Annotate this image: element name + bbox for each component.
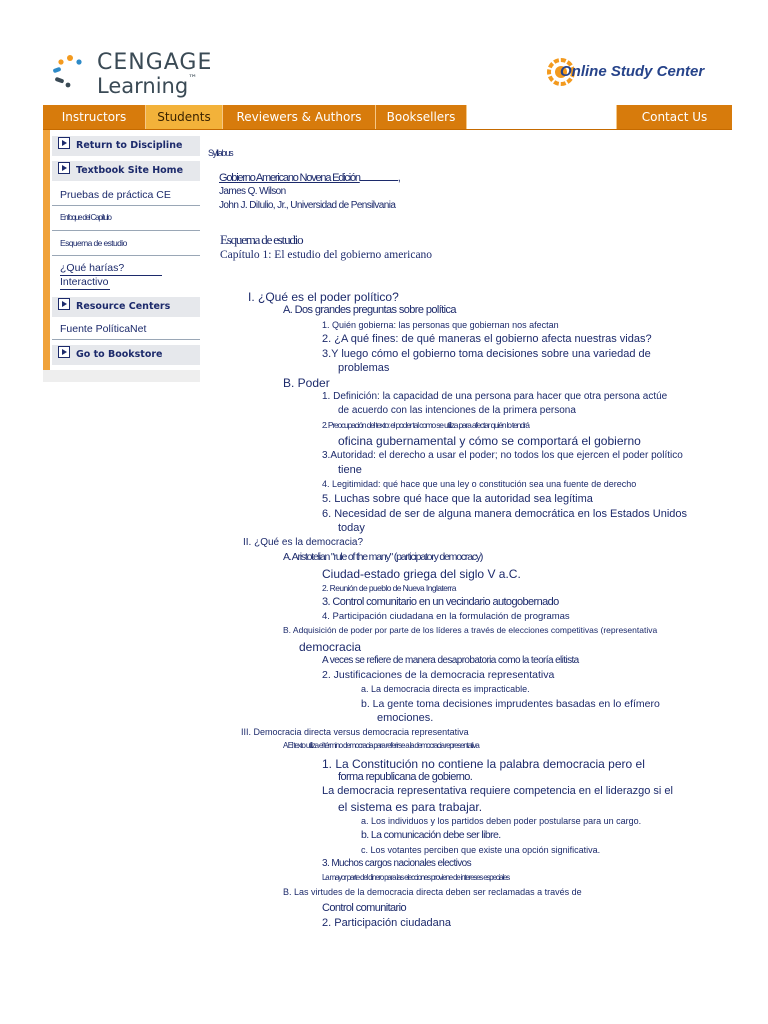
sidebar-item-textbook-site-home[interactable]: Textbook Site Home bbox=[52, 161, 200, 181]
book-title: Gobierno Americano Novena Edición , bbox=[219, 172, 400, 184]
sidebar-item-pruebas[interactable]: Pruebas de práctica CE bbox=[60, 189, 171, 201]
outline-line: A. Dos grandes preguntas sobre política bbox=[283, 304, 456, 316]
outline-line: c. Los votantes perciben que existe una opción significativa. bbox=[361, 845, 601, 855]
outline-line: 3. Muchos cargos nacionales electivos bbox=[322, 858, 472, 869]
outline-line: oficina gubernamental y cómo se comportará el gobierno bbox=[338, 434, 641, 448]
outline-line: 2. Preocupación del texto: el poder tal como se utiliza para afectar quién lo tendrá bbox=[322, 420, 529, 430]
outline-line: de acuerdo con las intenciones de la primera persona bbox=[338, 405, 576, 416]
outline-line: 4. Legitimidad: qué hace que una ley o constitución sea una fuente de derecho bbox=[322, 479, 637, 489]
sidebar-accent bbox=[43, 130, 50, 370]
sidebar-divider bbox=[52, 339, 200, 340]
sidebar-item-return-to-discipline[interactable]: Return to Discipline bbox=[52, 136, 200, 156]
tab-booksellers[interactable]: Booksellers bbox=[386, 110, 456, 124]
outline-line: el sistema es para trabajar. bbox=[338, 800, 483, 814]
outline-line: La mayor parte del dinero para las elecciones proviene de intereses especiales bbox=[322, 873, 510, 882]
sidebar-item-esquema[interactable]: Esquema de estudio bbox=[60, 238, 127, 248]
sidebar-footer bbox=[43, 370, 200, 382]
sidebar-item-fuente-politicanet[interactable]: Fuente PolíticaNet bbox=[60, 323, 147, 335]
link-underline bbox=[60, 289, 110, 290]
outline-line: 5. Luchas sobre qué hace que la autoridad sea legítima bbox=[322, 493, 593, 505]
tab-instructors[interactable]: Instructors bbox=[61, 110, 127, 124]
brand-name[interactable]: CENGAGE bbox=[97, 50, 213, 75]
tab-reviewers-authors[interactable]: Reviewers & Authors bbox=[236, 110, 362, 124]
outline-line: 1. Quién gobierna: las personas que gobiernan nos afectan bbox=[322, 320, 559, 330]
outline-line: III. Democracia directa versus democracia representativa bbox=[241, 727, 469, 737]
outline-line: b. La gente toma decisiones imprudentes basadas en lo efímero bbox=[361, 698, 660, 710]
outline-line: A El texto utiliza el término democracia para referirse a la democracia representativa bbox=[283, 741, 479, 750]
outline-line: 1. Definición: la capacidad de una persona para hacer que otra persona actúe bbox=[322, 391, 668, 402]
author-1: James Q. Wilson bbox=[219, 186, 286, 197]
brand-subname[interactable]: Learning™ bbox=[97, 74, 198, 98]
section-label: Syllabus bbox=[208, 148, 233, 158]
tab-students[interactable]: Students bbox=[146, 105, 222, 129]
outline-line: a. La democracia directa es impracticable. bbox=[361, 684, 530, 694]
outline-line: Control comunitario bbox=[322, 902, 406, 914]
outline-line: B. Las virtudes de la democracia directa deben ser reclamadas a través de bbox=[283, 887, 582, 897]
outline-line: 2. Justificaciones de la democracia representativa bbox=[322, 669, 555, 681]
outline-line: democracia bbox=[299, 640, 362, 654]
outline-line: problemas bbox=[338, 362, 390, 374]
outline-line: 2. Participación ciudadana bbox=[322, 917, 452, 929]
nav-underline bbox=[43, 129, 732, 130]
outline-line: 1. La Constitución no contiene la palabra democracia pero el bbox=[322, 757, 645, 771]
outline-line: 6. Necesidad de ser de alguna manera democrática en los Estados Unidos bbox=[322, 508, 688, 520]
outline-line: 2. Reunión de pueblo de Nueva Inglaterra bbox=[322, 583, 456, 593]
play-arrow-icon bbox=[58, 346, 70, 358]
sidebar-divider bbox=[52, 230, 200, 231]
cengage-logo-icon[interactable] bbox=[50, 52, 90, 92]
sidebar-item-que-harias[interactable]: ¿Qué harías? bbox=[60, 262, 125, 274]
outline-line: B. Poder bbox=[283, 376, 330, 390]
play-arrow-icon bbox=[58, 298, 70, 310]
outline-line: II. ¿Qué es la democracia? bbox=[243, 537, 364, 548]
sidebar-divider bbox=[52, 205, 200, 206]
outline-line: 4. Participación ciudadana en la formulación de programas bbox=[322, 611, 570, 622]
outline-line: a. Los individuos y los partidos deben poder postularse para un cargo. bbox=[361, 816, 642, 826]
outline-line: 3.Autoridad: el derecho a usar el poder; no todos los que ejercen el poder político bbox=[322, 450, 683, 461]
author-2: John J. DiIulio, Jr., Universidad de Pensilvania bbox=[219, 200, 396, 211]
sidebar-item-go-to-bookstore[interactable]: Go to Bookstore bbox=[52, 345, 200, 365]
outline-line: I. ¿Qué es el poder político? bbox=[248, 290, 399, 304]
outline-line: tiene bbox=[338, 464, 362, 476]
outline-line: La democracia representativa requiere competencia en el liderazgo si el bbox=[322, 785, 673, 797]
play-arrow-icon bbox=[58, 162, 70, 174]
outline-line: forma republicana de gobierno. bbox=[338, 771, 473, 783]
nav-spacer bbox=[467, 105, 616, 129]
chapter-title: Capítulo 1: El estudio del gobierno americano bbox=[220, 249, 433, 261]
outline-line: b. La comunicación debe ser libre. bbox=[361, 829, 501, 841]
outline-line: today bbox=[338, 522, 365, 534]
outline-title: Esquema de estudio bbox=[220, 232, 303, 247]
outline-line: emociones. bbox=[377, 712, 434, 724]
outline-line: 3. Control comunitario en un vecindario autogobernado bbox=[322, 596, 559, 608]
sidebar-divider bbox=[52, 255, 200, 256]
outline-line: 2. ¿A qué fines: de qué maneras el gobierno afecta nuestras vidas? bbox=[322, 333, 652, 345]
sidebar-item-resource-centers[interactable]: Resource Centers bbox=[52, 297, 200, 317]
sidebar-item-enfoque[interactable]: Enfoque del Capítulo bbox=[60, 213, 111, 222]
play-arrow-icon bbox=[58, 137, 70, 149]
outline-line: B. Adquisición de poder por parte de los líderes a través de elecciones competitivas (representativa bbox=[283, 625, 658, 635]
outline-line: Ciudad-estado griega del siglo V a.C. bbox=[322, 567, 521, 581]
sidebar-item-interactivo[interactable]: Interactivo bbox=[60, 276, 109, 288]
outline-line: 3.Y luego cómo el gobierno toma decisiones sobre una variedad de bbox=[322, 348, 651, 360]
tab-contact-us[interactable]: Contact Us bbox=[641, 110, 708, 124]
outline-line: A veces se refiere de manera desaprobatoria como la teoría elitista bbox=[322, 655, 579, 666]
outline-line: A. Aristotelian "rule of the many" (participatory democracy) bbox=[283, 551, 483, 563]
online-study-center-title: Online Study Center bbox=[560, 63, 705, 80]
